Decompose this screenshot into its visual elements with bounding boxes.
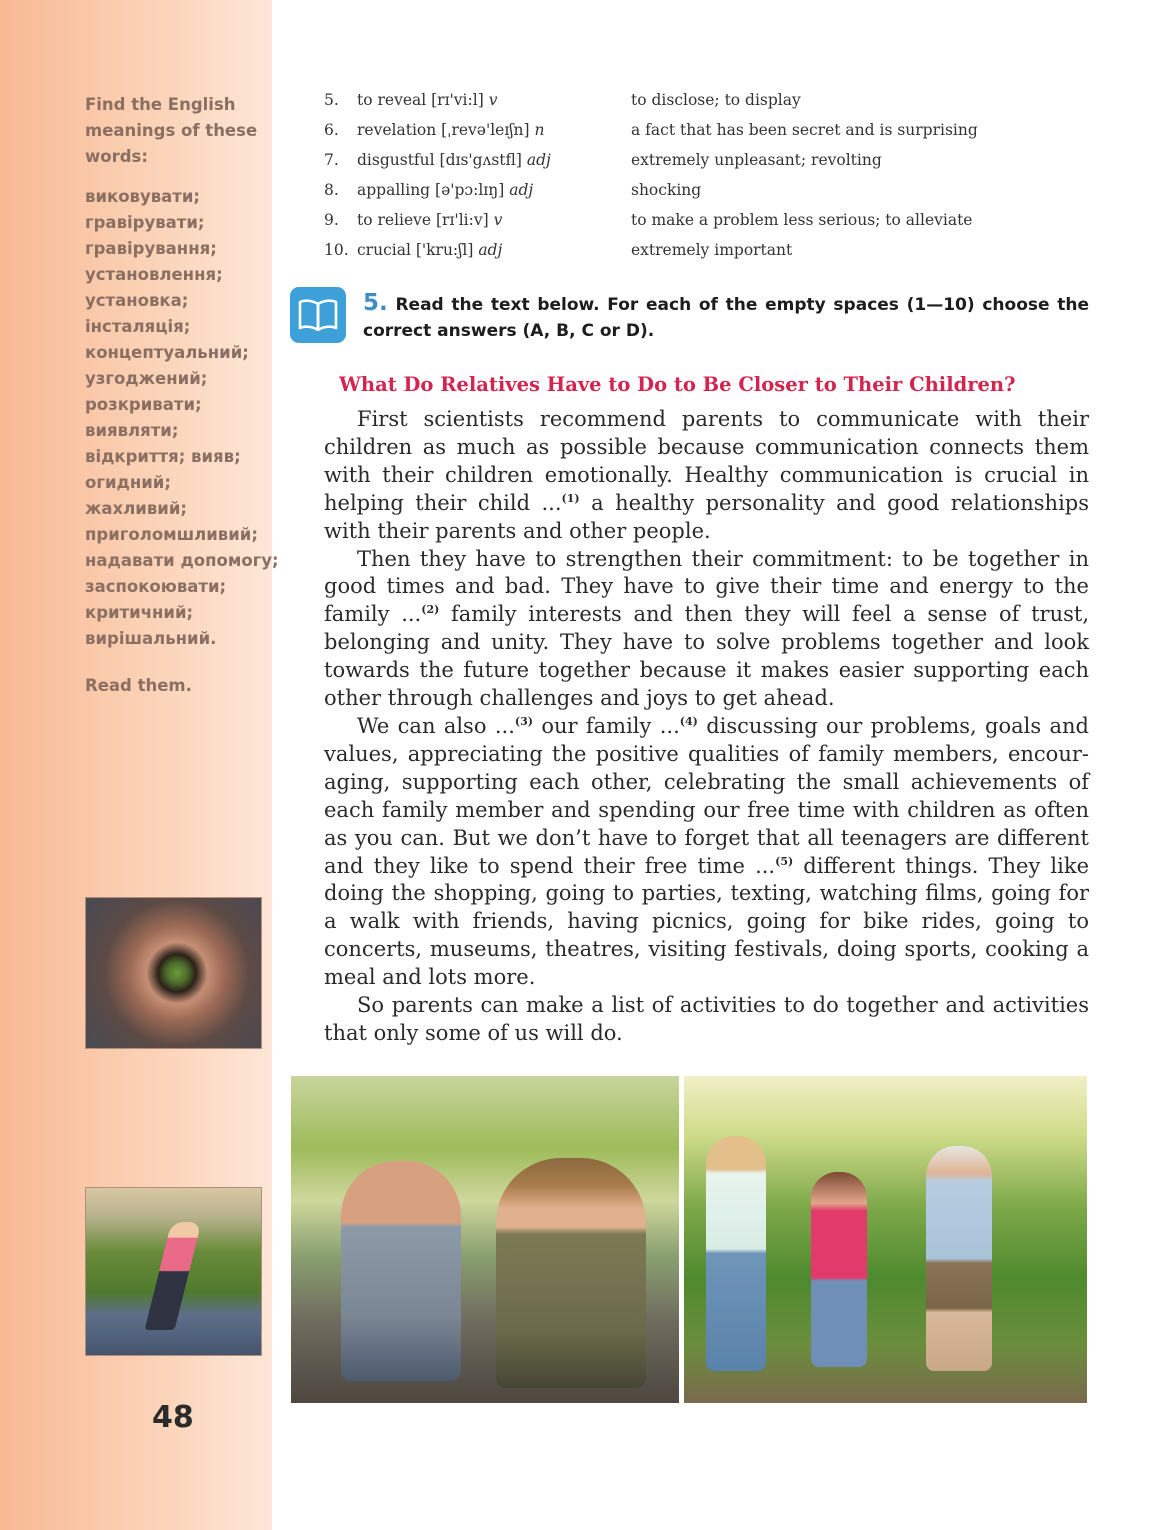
- sidebar-word: надавати допомогу;: [85, 551, 279, 570]
- vocabulary-word: crucial ['kru:ʃl] adj: [357, 241, 503, 259]
- vocabulary-row: [324, 121, 1084, 151]
- sidebar-word: установлення;: [85, 265, 223, 284]
- article-paragraph: So parents can make a list of activities to do together and activities that only some of us will do.: [324, 993, 1089, 1045]
- vocabulary-definition: to disclose; to display: [631, 91, 801, 109]
- task-instruction: 5. Read the text below. For each of the empty spaces (1—10) choose the correct answers (A, B, C or D).: [363, 290, 1089, 341]
- gap-marker: (1): [561, 491, 580, 505]
- girl-stretching-photo: [85, 1187, 262, 1356]
- open-book-icon: [290, 287, 346, 343]
- gap-marker: (3): [514, 714, 533, 728]
- article-title: What Do Relatives Have to Do to Be Closer to Their Children?: [339, 373, 1016, 396]
- vocabulary-definition: shocking: [631, 181, 702, 199]
- sidebar-word: жахливий;: [85, 499, 188, 518]
- part-of-speech: adj: [526, 151, 551, 169]
- sidebar-word: виявляти;: [85, 421, 179, 440]
- vocabulary-definition: to make a problem less serious; to alleviate: [631, 211, 973, 229]
- sidebar-word: критичний;: [85, 603, 194, 622]
- sidebar-word: відкриття; вияв;: [85, 447, 241, 466]
- sidebar-word: гравірування;: [85, 239, 217, 258]
- hands-holding-plant-photo: [85, 897, 262, 1049]
- sidebar-word: установка;: [85, 291, 189, 310]
- part-of-speech: v: [493, 211, 503, 229]
- family-in-park-photo: [684, 1076, 1087, 1403]
- sidebar-word: огидний;: [85, 473, 171, 492]
- article-paragraph: First scientists recommend parents to communicate with their children as much as possible because communication connects them with their children emotionally. Healthy communication is crucial in helping their child ...$^{(1)}$ a healthy personality and good relationships with their parents and other people.: [324, 407, 1090, 543]
- vocabulary-number: 6.: [324, 121, 339, 139]
- vocabulary-number: 9.: [324, 211, 339, 229]
- article-paragraph: Then they have to strengthen their commitment: to be together in good times and bad. They have to give their time and energy to the family ...$^{(2)}$ family interests and then they will feel a sense of trust, belonging and unity. They have to solve problems together and look towards the future together because it makes easier supporting each other through challenges and joys to get ahead.: [324, 546, 1090, 711]
- vocabulary-definition: extremely important: [631, 241, 793, 259]
- father-and-son-photo: [291, 1076, 679, 1403]
- part-of-speech: adj: [478, 241, 503, 259]
- vocabulary-row: [324, 151, 1084, 181]
- vocabulary-row: [324, 211, 1084, 241]
- vocabulary-word: disgustful [dɪs'gʌstfl] adj: [357, 151, 551, 169]
- sidebar-word: концептуальний;: [85, 343, 249, 362]
- sidebar-word: узгоджений;: [85, 369, 208, 388]
- part-of-speech: n: [534, 121, 545, 139]
- vocabulary-definition: extremely unpleasant; revolting: [631, 151, 882, 169]
- gap-marker: (4): [679, 714, 698, 728]
- part-of-speech: v: [488, 91, 498, 109]
- gap-marker: (5): [775, 854, 794, 868]
- sidebar-heading: Find the English meanings of these words:: [85, 95, 258, 166]
- vocabulary-word: to reveal [rɪ'vi:l] v: [357, 91, 498, 109]
- vocabulary-number: 5.: [324, 91, 339, 109]
- sidebar-word: заспокоювати;: [85, 577, 227, 596]
- gap-marker: (2): [421, 603, 440, 617]
- vocabulary-row: [324, 91, 1084, 121]
- part-of-speech: adj: [509, 181, 534, 199]
- vocabulary-row: [324, 181, 1084, 211]
- vocabulary-number: 8.: [324, 181, 339, 199]
- vocabulary-definition: a fact that has been secret and is surprising: [631, 121, 978, 139]
- vocabulary-number: 10.: [324, 241, 349, 259]
- task-number: 5.: [363, 290, 388, 316]
- sidebar-read-note: Read them.: [85, 676, 192, 695]
- vocabulary-number: 7.: [324, 151, 339, 169]
- sidebar-word: розкривати;: [85, 395, 202, 414]
- vocabulary-row: [324, 241, 1084, 271]
- sidebar-word: інсталяція;: [85, 317, 191, 336]
- vocabulary-word: appalling [ə'pɔ:lɪŋ] adj: [357, 181, 534, 199]
- article-paragraph: We can also ...$^{(3)}$ our family ...$^{(4)}$ discussing our problems, goals and values, appreciating the positive qualities of family members, encouraging, supporting each other, celebrating the small achievements of each family member and spending our free time with children as often as you can. But we don’t have to forget that all teenagers are different and they like to spend their free time ...$^{(5)}$ different things. They like doing the shopping, going to parties, texting, watching films, going for a walk with friends, having picnics, going for bike rides, going to concerts, museums, theatres, visiting festivals, doing sports, cooking a meal and lots more.: [324, 713, 1090, 990]
- sidebar-word: гравірувати;: [85, 213, 205, 232]
- article-body: [324, 406, 1089, 1048]
- sidebar-word-list: [85, 184, 279, 652]
- page-number: 48: [152, 1400, 194, 1435]
- sidebar-word: вирішальний.: [85, 629, 217, 648]
- vocabulary-word: to relieve [rɪ'li:v] v: [357, 211, 503, 229]
- vocabulary-word: revelation [ˌrevə'leɪʃn] n: [357, 121, 545, 139]
- sidebar-word: виковувати;: [85, 187, 201, 206]
- sidebar-word: приголомшливий;: [85, 525, 258, 544]
